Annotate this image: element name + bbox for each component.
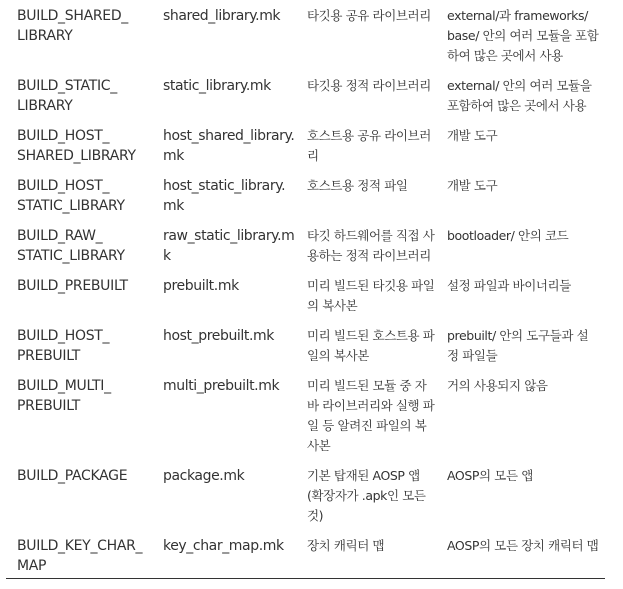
build-variable-cell: BUILD_STATIC_ LIBRARY [17,78,117,114]
usage-cell: external/ 안의 여러 모듈을 포함하여 많은 곳에서 사용 [447,78,592,113]
build-variables-table [6,6,605,586]
table-row [6,6,605,76]
usage-cell: prebuilt/ 안의 도구들과 설정 파일들 [447,328,589,363]
build-variable-cell: BUILD_PACKAGE [17,468,128,484]
build-variable-cell: BUILD_HOST_ STATIC_LIBRARY [17,178,125,214]
makefile-cell: multi_prebuilt.mk [163,378,280,394]
makefile-cell: host_prebuilt.mk [163,328,274,344]
table-bottom-rule [6,578,605,579]
build-variable-cell: BUILD_HOST_ SHARED_LIBRARY [17,128,136,164]
makefile-cell: prebuilt.mk [163,278,239,294]
description-cell: 타깃용 공유 라이브러리 [307,8,431,23]
build-variable-cell: BUILD_SHARED_ LIBRARY [17,8,129,44]
description-cell: 미리 빌드된 호스트용 파일의 복사본 [307,328,435,363]
usage-cell: bootloader/ 안의 코드 [447,228,569,243]
usage-cell: 개발 도구 [447,128,498,143]
makefile-cell: package.mk [163,468,245,484]
makefile-cell: raw_static_library.mk [163,228,295,264]
usage-cell: AOSP의 모든 장치 캐릭터 맵 [447,538,599,553]
build-variable-cell: BUILD_RAW_ STATIC_LIBRARY [17,228,125,264]
makefile-cell: host_static_library. mk [163,178,286,214]
description-cell: 타깃용 정적 라이브러리 [307,78,431,93]
usage-cell: 거의 사용되지 않음 [447,378,548,393]
makefile-cell: key_char_map.mk [163,538,284,554]
usage-cell: AOSP의 모든 앱 [447,468,533,483]
table-row [6,126,605,176]
description-cell: 미리 빌드된 모듈 중 자바 라이브러리와 실행 파일 등 알려진 파일의 복사본 [307,378,435,453]
makefile-cell: host_shared_library. mk [163,128,295,164]
table-row [6,376,605,466]
makefile-cell: shared_library.mk [163,8,281,24]
makefile-cell: static_library.mk [163,78,271,94]
build-variable-cell: BUILD_HOST_ PREBUILT [17,328,110,364]
description-cell: 호스트용 정적 파일 [307,178,408,193]
table-row [6,276,605,326]
table-row [6,466,605,536]
description-cell: 타깃 하드웨어를 직접 사용하는 정적 라이브러리 [307,228,435,263]
usage-cell: 개발 도구 [447,178,498,193]
table-row [6,326,605,376]
description-cell: 미리 빌드된 타깃용 파일의 복사본 [307,278,435,313]
table-row [6,76,605,126]
build-variable-cell: BUILD_KEY_CHAR_ MAP [17,538,143,574]
description-cell: 기본 탑재된 AOSP 앱 (확장자가 .apk인 모든 것) [307,468,426,523]
description-cell: 장치 캐릭터 맵 [307,538,385,553]
description-cell: 호스트용 공유 라이브러리 [307,128,431,163]
table-row [6,176,605,226]
usage-cell: 설정 파일과 바이너리들 [447,278,571,293]
usage-cell: external/과 frameworks/ base/ 안의 여러 모듈을 포함하여 많은 곳에서 사용 [447,8,599,63]
build-variable-cell: BUILD_PREBUILT [17,278,128,294]
table-row [6,226,605,276]
build-variable-cell: BUILD_MULTI_ PREBUILT [17,378,111,414]
